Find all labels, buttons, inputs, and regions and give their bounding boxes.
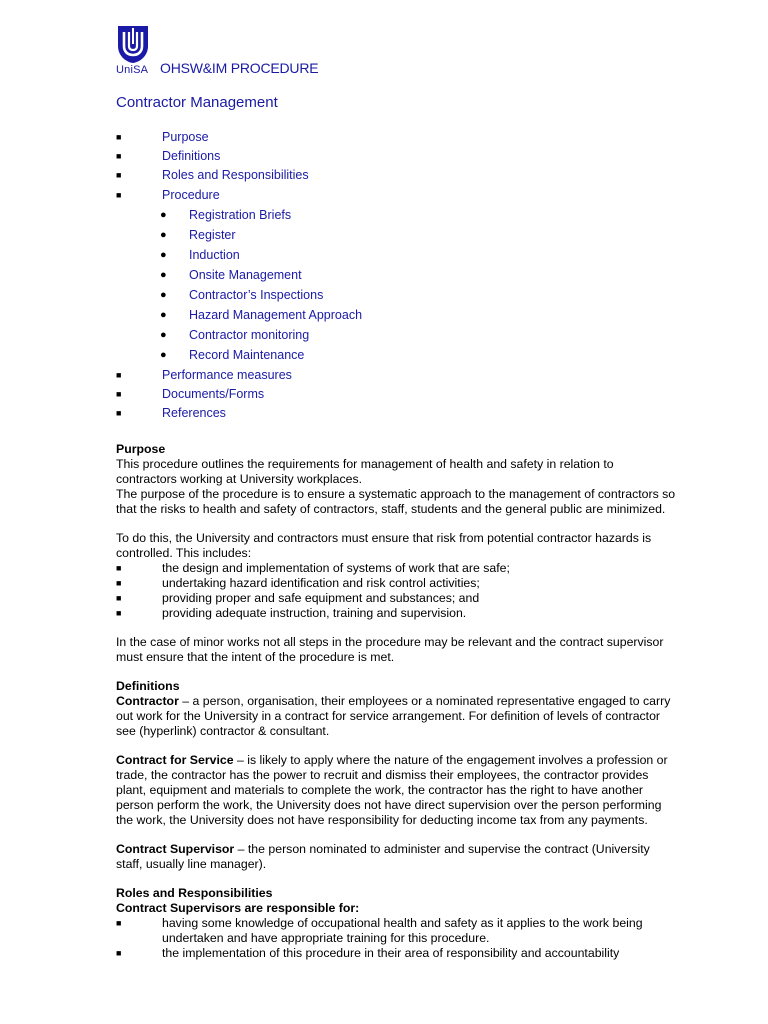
- toc-subitem: [116, 265, 676, 285]
- square-bullet-icon: ■: [116, 151, 122, 162]
- list-item: ■ providing adequate instruction, training and supervision.: [116, 606, 467, 620]
- square-bullet-icon: ■: [116, 189, 122, 200]
- square-bullet-icon: ■: [116, 608, 122, 618]
- toc-link-contractor-monitoring[interactable]: Contractor monitoring: [189, 328, 310, 343]
- purpose-heading: Purpose: [116, 442, 166, 456]
- purpose-paragraph-1: This procedure outlines the requirements for management of health and safety in relation to contractors working at University workplaces.: [116, 457, 614, 486]
- toc-subitem: [116, 305, 676, 325]
- dot-bullet-icon: ●: [160, 248, 167, 261]
- toc-subitem: [116, 345, 676, 365]
- dot-bullet-icon: ●: [160, 329, 167, 342]
- document-body: [116, 442, 676, 961]
- toc-link-registration-briefs[interactable]: Registration Briefs: [189, 207, 292, 222]
- dot-bullet-icon: ●: [160, 349, 167, 362]
- toc-item: [116, 385, 676, 404]
- roles-bullet-list: [116, 916, 676, 961]
- dot-bullet-icon: ●: [160, 269, 167, 282]
- square-bullet-icon: ■: [116, 369, 122, 380]
- dot-bullet-icon: ●: [160, 208, 167, 221]
- procedure-label: OHSW&IM PROCEDURE: [160, 60, 319, 76]
- toc-link-purpose[interactable]: Purpose: [162, 130, 209, 144]
- list-item: ■ undertaking hazard identification and risk control activities;: [116, 576, 480, 590]
- toc-link-onsite-management[interactable]: Onsite Management: [189, 268, 302, 283]
- toc-subgroup: [116, 205, 676, 366]
- toc-subitem: [116, 285, 676, 305]
- square-bullet-icon: ■: [116, 407, 122, 418]
- dot-bullet-icon: ●: [160, 228, 167, 241]
- toc-link-references[interactable]: References: [162, 405, 226, 420]
- toc-item: [116, 366, 676, 385]
- unisa-shield-icon: [116, 24, 150, 64]
- table-of-contents: [116, 128, 676, 423]
- toc-link-record-maintenance[interactable]: Record Maintenance: [189, 348, 305, 363]
- square-bullet-icon: ■: [116, 948, 122, 958]
- square-bullet-icon: ■: [116, 132, 122, 142]
- toc-link-definitions[interactable]: Definitions: [162, 149, 221, 164]
- toc-link-induction[interactable]: Induction: [189, 247, 240, 262]
- dot-bullet-icon: ●: [160, 309, 167, 322]
- toc-sublist: [116, 205, 676, 366]
- toc-item: [116, 128, 676, 147]
- roles-heading: Roles and Responsibilities: [116, 886, 273, 900]
- definition-contract-for-service: Contract for Service – is likely to apply where the nature of the engagement involves a profession or trade, the contractor has the power to recruit and dismiss their employees, the contractor provides plant, equipment and materials to complete the work, the contractor has the right to have another person perform the work, the University does not have direct supervision over the person performing the work, the University does not have responsibility for deducting income tax from any payments.: [116, 753, 668, 827]
- square-bullet-icon: ■: [116, 388, 122, 399]
- square-bullet-icon: ■: [116, 578, 122, 588]
- toc-item: [116, 404, 676, 423]
- definition-contract-supervisor: Contract Supervisor – the person nominated to administer and supervise the contract (University staff, usually line manager).: [116, 842, 650, 871]
- definition-contractor: Contractor – a person, organisation, their employees or a nominated representative engaged to carry out work for the University in a contract for service arrangement. For definition of levels of contractor see (hyperlink) contractor & consultant.: [116, 694, 671, 738]
- toc-link-register[interactable]: Register: [189, 227, 236, 242]
- list-item: ■ providing proper and safe equipment and substances; and: [116, 591, 480, 605]
- toc-item: [116, 147, 676, 166]
- toc-link-hazard-management[interactable]: Hazard Management Approach: [189, 308, 363, 323]
- toc-item: [116, 166, 676, 185]
- purpose-bullet-list: [116, 561, 676, 621]
- square-bullet-icon: ■: [116, 170, 122, 181]
- toc-subitem: [116, 225, 676, 245]
- purpose-paragraph-4: In the case of minor works not all steps in the procedure may be relevant and the contract supervisor must ensure that the intent of the procedure is met.: [116, 635, 664, 664]
- list-item: ■ the implementation of this procedure in their area of responsibility and accountability: [116, 946, 620, 960]
- toc-link-performance-measures[interactable]: Performance measures: [162, 367, 292, 382]
- toc-link-documents-forms[interactable]: Documents/Forms: [162, 386, 265, 401]
- list-item: ■ the design and implementation of systems of work that are safe;: [116, 561, 510, 575]
- square-bullet-icon: ■: [116, 563, 122, 573]
- page-title: Contractor Management: [116, 94, 278, 111]
- purpose-paragraph-3: To do this, the University and contractors must ensure that risk from potential contractor hazards is controlled. This includes:: [116, 531, 652, 560]
- unisa-logo: [116, 24, 150, 78]
- toc-item: [116, 186, 676, 205]
- toc-link-procedure[interactable]: Procedure: [162, 187, 220, 202]
- toc-link-roles[interactable]: Roles and Responsibilities: [162, 168, 309, 183]
- roles-subheading: Contract Supervisors are responsible for:: [116, 901, 360, 915]
- toc-subitem: [116, 245, 676, 265]
- toc-subitem: [116, 325, 676, 345]
- purpose-paragraph-2: The purpose of the procedure is to ensure a systematic approach to the management of contractors so that the risks to health and safety of contractors, staff, students and the general public are minimized.: [116, 487, 676, 516]
- definitions-heading: Definitions: [116, 679, 180, 693]
- logo-text: UniSA: [116, 64, 149, 76]
- square-bullet-icon: ■: [116, 918, 122, 928]
- square-bullet-icon: ■: [116, 593, 122, 603]
- toc-link-contractors-inspections[interactable]: Contractor’s Inspections: [189, 288, 324, 303]
- toc-subitem: [116, 205, 676, 225]
- dot-bullet-icon: ●: [160, 289, 167, 302]
- list-item: ■ having some knowledge of occupational health and safety as it applies to the work being undertaken and have appropriate training for this procedure.: [116, 916, 643, 945]
